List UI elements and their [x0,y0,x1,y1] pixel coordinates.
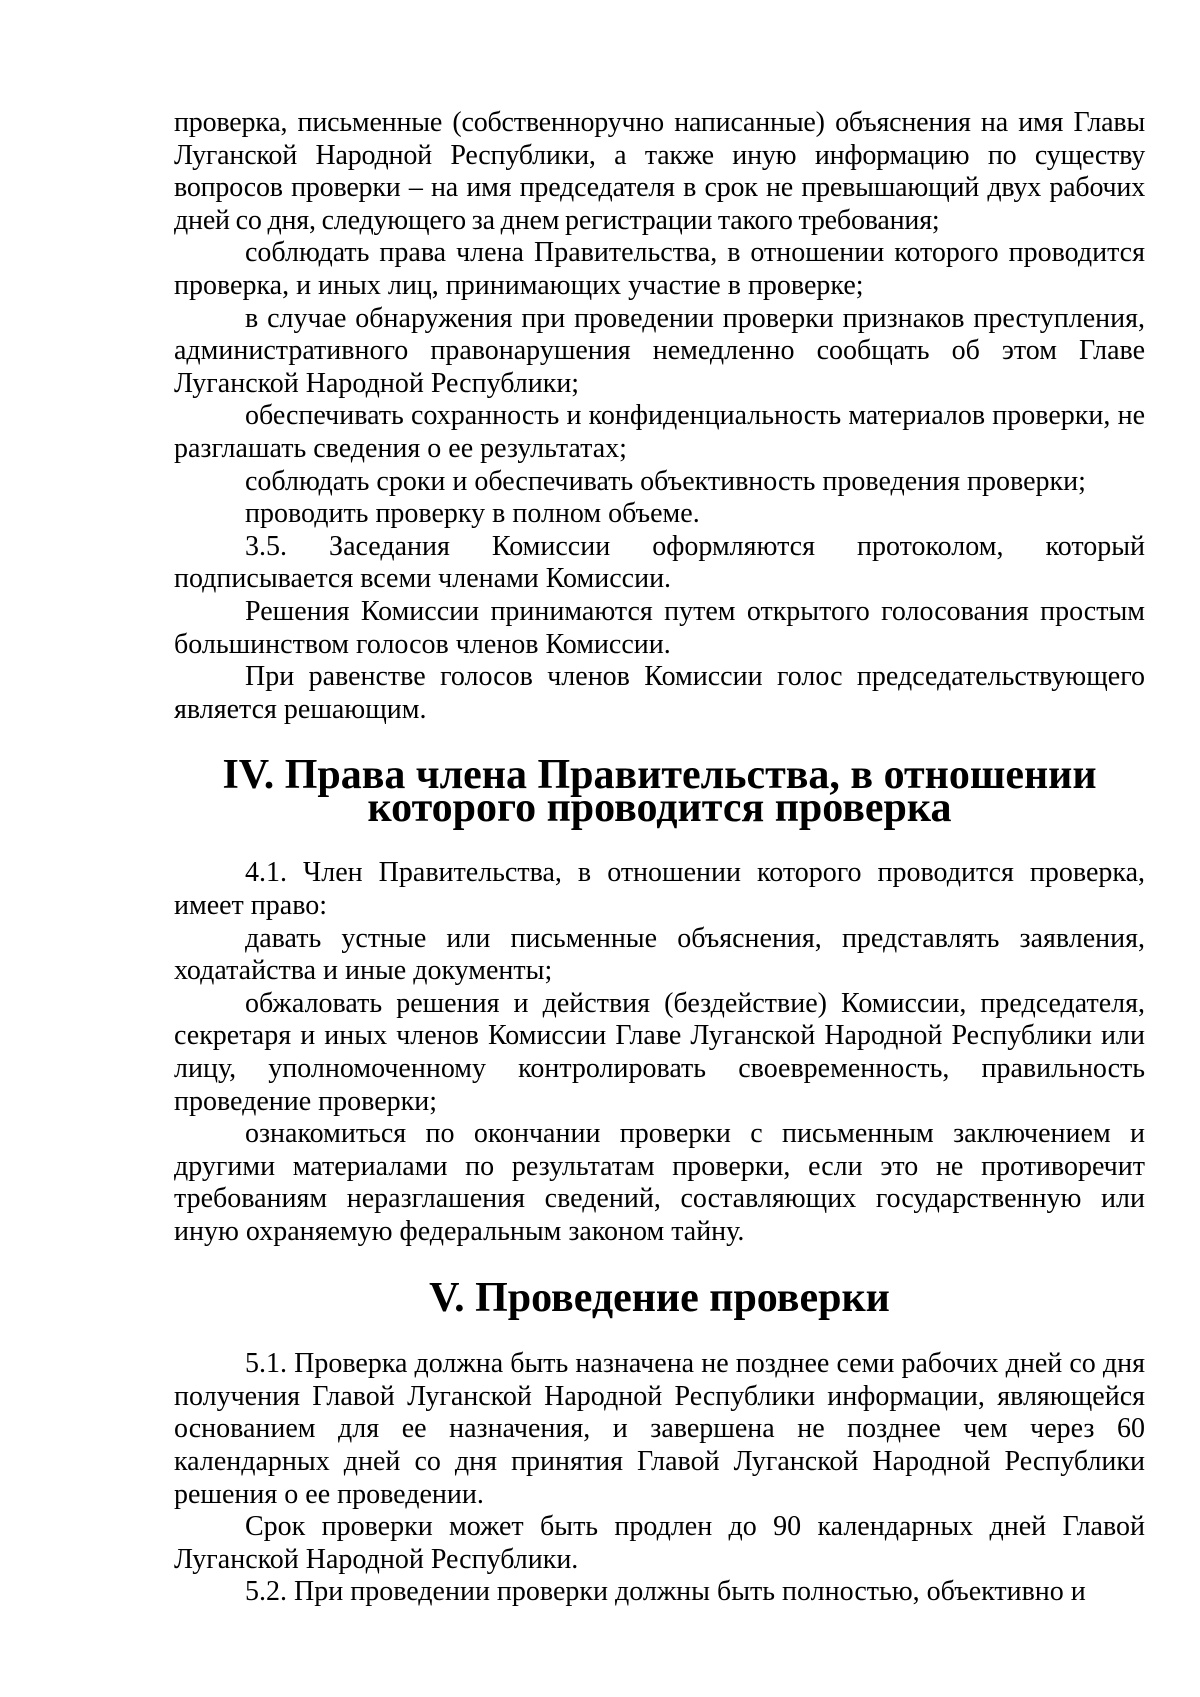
paragraph: обжаловать решения и действия (бездействие) Комиссии, председателя, секретаря и иных членов Комиссии Главе Луганской Народной Республики или лицу, уполномоченному контролировать своевременность, правильность проведение проверки; [174,987,1145,1117]
paragraph: в случае обнаружения при проведении проверки признаков преступления, административного правонарушения немедленно сообщать об этом Главе Луганской Народной Республики; [174,302,1145,399]
paragraph: При равенстве голосов членов Комиссии голос председательствующего является решающим. [174,661,1145,725]
paragraph: давать устные или письменные объяснения, представлять заявления, ходатайства и иные документы; [174,922,1145,987]
paragraph: проверка, письменные (собственноручно написанные) объяснения на имя Главы Луганской Народной Республики, а также иную информацию по существу вопросов проверки – на имя председателя в срок не превышающий двух рабочих дней со дня, следующего за днем регистрации такого требования; [174,107,1145,236]
paragraph: Решения Комиссии принимаются путем открытого голосования простым большинством голосов членов Комиссии. [174,595,1145,660]
paragraph: 5.1. Проверка должна быть назначена не позднее семи рабочих дней со дня получения Главой Луганской Народной Республики информации, являющейся основанием для ее назначения, и завершена не позднее чем через 60 календарных дней со дня принятия Главой Луганской Народной Республики решения о ее проведении. [174,1348,1145,1510]
paragraph: 4.1. Член Правительства, в отношении которого проводится проверка, имеет право: [174,857,1145,922]
section-heading: IV. Права члена Правительства, в отношении которого проводится проверка [222,752,1097,831]
paragraph: Срок проверки может быть продлен до 90 календарных дней Главой Луганской Народной Республики. [174,1511,1145,1575]
paragraph: ознакомиться по окончании проверки с письменным заключением и другими материалами по результатам проверки, если это не противоречит требованиям неразглашения сведений, составляющих государственную или иную охраняемую федеральным законом тайну. [174,1118,1145,1247]
paragraph: обеспечивать сохранность и конфиденциальность материалов проверки, не разглашать сведения о ее результатах; [174,400,1145,464]
paragraph: 5.2. При проведении проверки должны быть полностью, объективно и [245,1576,1086,1608]
paragraph: соблюдать права члена Правительства, в отношении которого проводится проверка, и иных лиц, принимающих участие в проверке; [174,237,1145,301]
section-heading: V. Проведение проверки [429,1274,890,1321]
paragraph: соблюдать сроки и обеспечивать объективность проведения проверки; [245,465,1086,497]
paragraph: проводить проверку в полном объеме. [245,498,700,530]
document-page [174,107,1145,1609]
paragraph: 3.5. Заседания Комиссии оформляются протоколом, который подписывается всеми членами Комиссии. [174,530,1145,595]
